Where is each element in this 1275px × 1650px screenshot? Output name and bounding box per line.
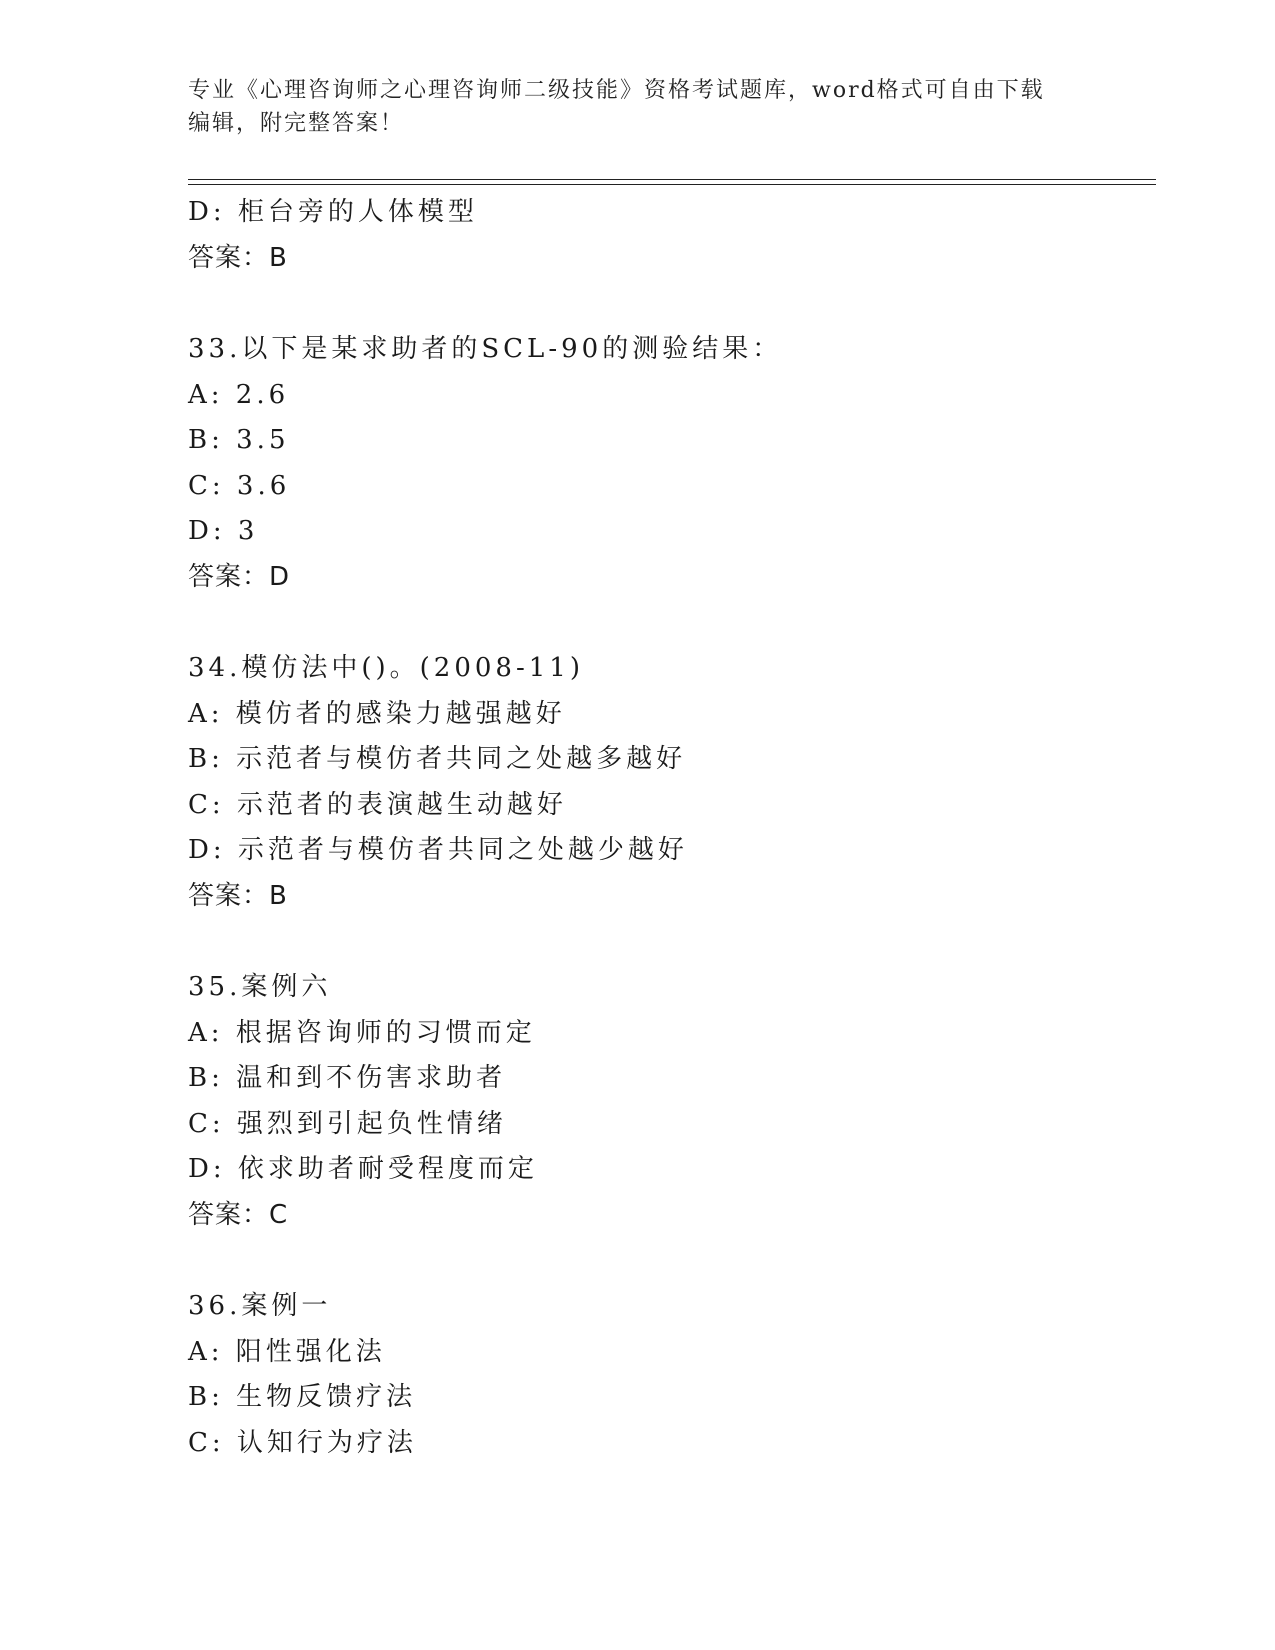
answer-line: 答案：D — [188, 561, 291, 592]
option-b: B: 温和到不伤害求助者 — [188, 1063, 507, 1093]
option-c: C: 强烈到引起负性情绪 — [188, 1108, 507, 1139]
question-list — [188, 190, 1148, 1466]
option-d: D: 柜台旁的人体模型 — [188, 197, 478, 227]
option-b: B: 3.5 — [188, 425, 290, 455]
option-a: A: 模仿者的感染力越强越好 — [188, 698, 566, 729]
option-c: C: 示范者的表演越生动越好 — [188, 789, 567, 820]
question-stem: 36.案例一 — [188, 1291, 332, 1321]
option-d: D: 依求助者耐受程度而定 — [188, 1154, 538, 1184]
header-line-1: 专业《心理咨询师之心理咨询师二级技能》资格考试题库，word格式可自由下载 — [188, 78, 1045, 103]
question-stem: 33.以下是某求助者的SCL-90的测验结果： — [188, 334, 783, 364]
option-d: D: 示范者与模仿者共同之处越少越好 — [188, 835, 688, 865]
option-c: C: 认知行为疗法 — [188, 1427, 417, 1458]
header-line-2: 编辑，附完整答案！ — [188, 111, 405, 136]
question-stem: 34.模仿法中()。(2008-11) — [188, 653, 584, 683]
header-divider-top — [188, 179, 1156, 180]
answer-line: 答案：B — [188, 880, 288, 911]
option-d: D: 3 — [188, 516, 259, 546]
option-a: A: 根据咨询师的习惯而定 — [188, 1017, 536, 1048]
option-a: A: 2.6 — [188, 379, 290, 410]
question-35 — [188, 965, 1148, 1238]
answer-line: 答案：C — [188, 1199, 289, 1230]
answer-line: 答案：B — [188, 242, 288, 273]
question-stem: 35.案例六 — [188, 972, 332, 1002]
question-34 — [188, 646, 1148, 919]
option-b: B: 生物反馈疗法 — [188, 1382, 417, 1412]
option-b: B: 示范者与模仿者共同之处越多越好 — [188, 744, 687, 774]
document-header — [188, 74, 1088, 140]
header-divider-bottom — [188, 184, 1156, 185]
option-c: C: 3.6 — [188, 470, 291, 501]
option-a: A: 阳性强化法 — [188, 1336, 386, 1367]
question-33 — [188, 327, 1148, 600]
question-36 — [188, 1284, 1148, 1466]
